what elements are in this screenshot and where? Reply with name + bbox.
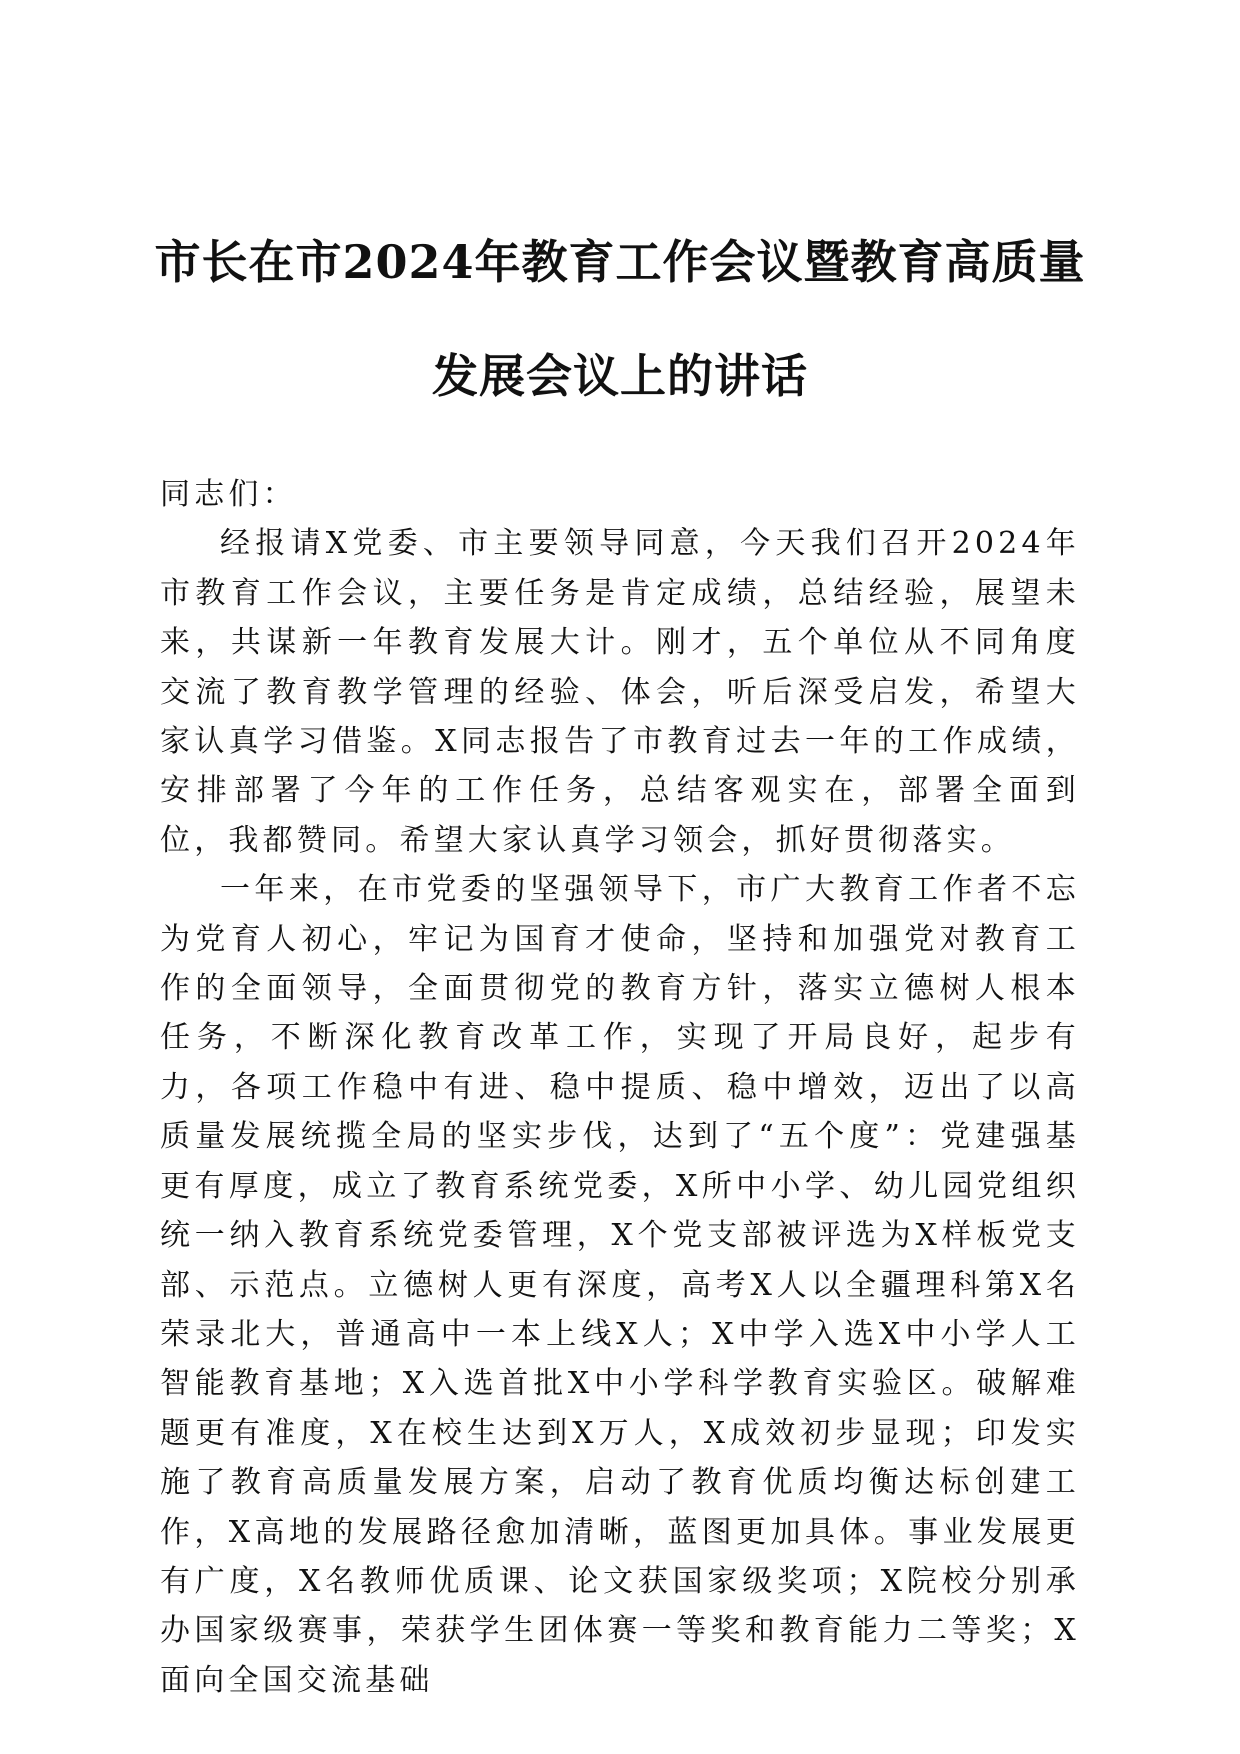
- document-title-line-1: 市长在市2024年教育工作会议暨教育高质量: [154, 235, 1086, 289]
- salutation: 同志们：: [160, 477, 297, 512]
- document-body: [160, 470, 1080, 1705]
- document-title-line-2: 发展会议上的讲话: [432, 349, 808, 403]
- paragraph-1: 经报请X党委、市主要领导同意，今天我们召开2024年市教育工作会议，主要任务是肯定成绩，总结经验，展望未来，共谋新一年教育发展大计。刚才，五个单位从不同角度交流了教育教学管理的经验、体会，听后深受启发，希望大家认真学习借鉴。X同志报告了市教育过去一年的工作成绩，安排部署了今年的工作任务，总结客观实在，部署全面到位，我都赞同。希望大家认真学习领会，抓好贯彻落实。: [160, 526, 1080, 858]
- paragraph-2: 一年来，在市党委的坚强领导下，市广大教育工作者不忘为党育人初心，牢记为国育才使命，坚持和加强党对教育工作的全面领导，全面贯彻党的教育方针，落实立德树人根本任务，不断深化教育改革工作，实现了开局良好，起步有力，各项工作稳中有进、稳中提质、稳中增效，迈出了以高质量发展统揽全局的坚实步伐，达到了“五个度”：党建强基更有厚度，成立了教育系统党委，X所中小学、幼儿园党组织统一纳入教育系统党委管理，X个党支部被评选为X样板党支部、示范点。立德树人更有深度，高考X人以全疆理科第X名荣录北大，普通高中一本上线X人；X中学入选X中小学人工智能教育基地；X入选首批X中小学科学教育实验区。破解难题更有准度，X在校生达到X万人，X成效初步显现；印发实施了教育高质量发展方案，启动了教育优质均衡达标创建工作，X高地的发展路径愈加清晰，蓝图更加具体。事业发展更有广度，X名教师优质课、论文获国家级奖项；X院校分别承办国家级赛事，荣获学生团体赛一等奖和教育能力二等奖；X面向全国交流基础: [160, 872, 1080, 1698]
